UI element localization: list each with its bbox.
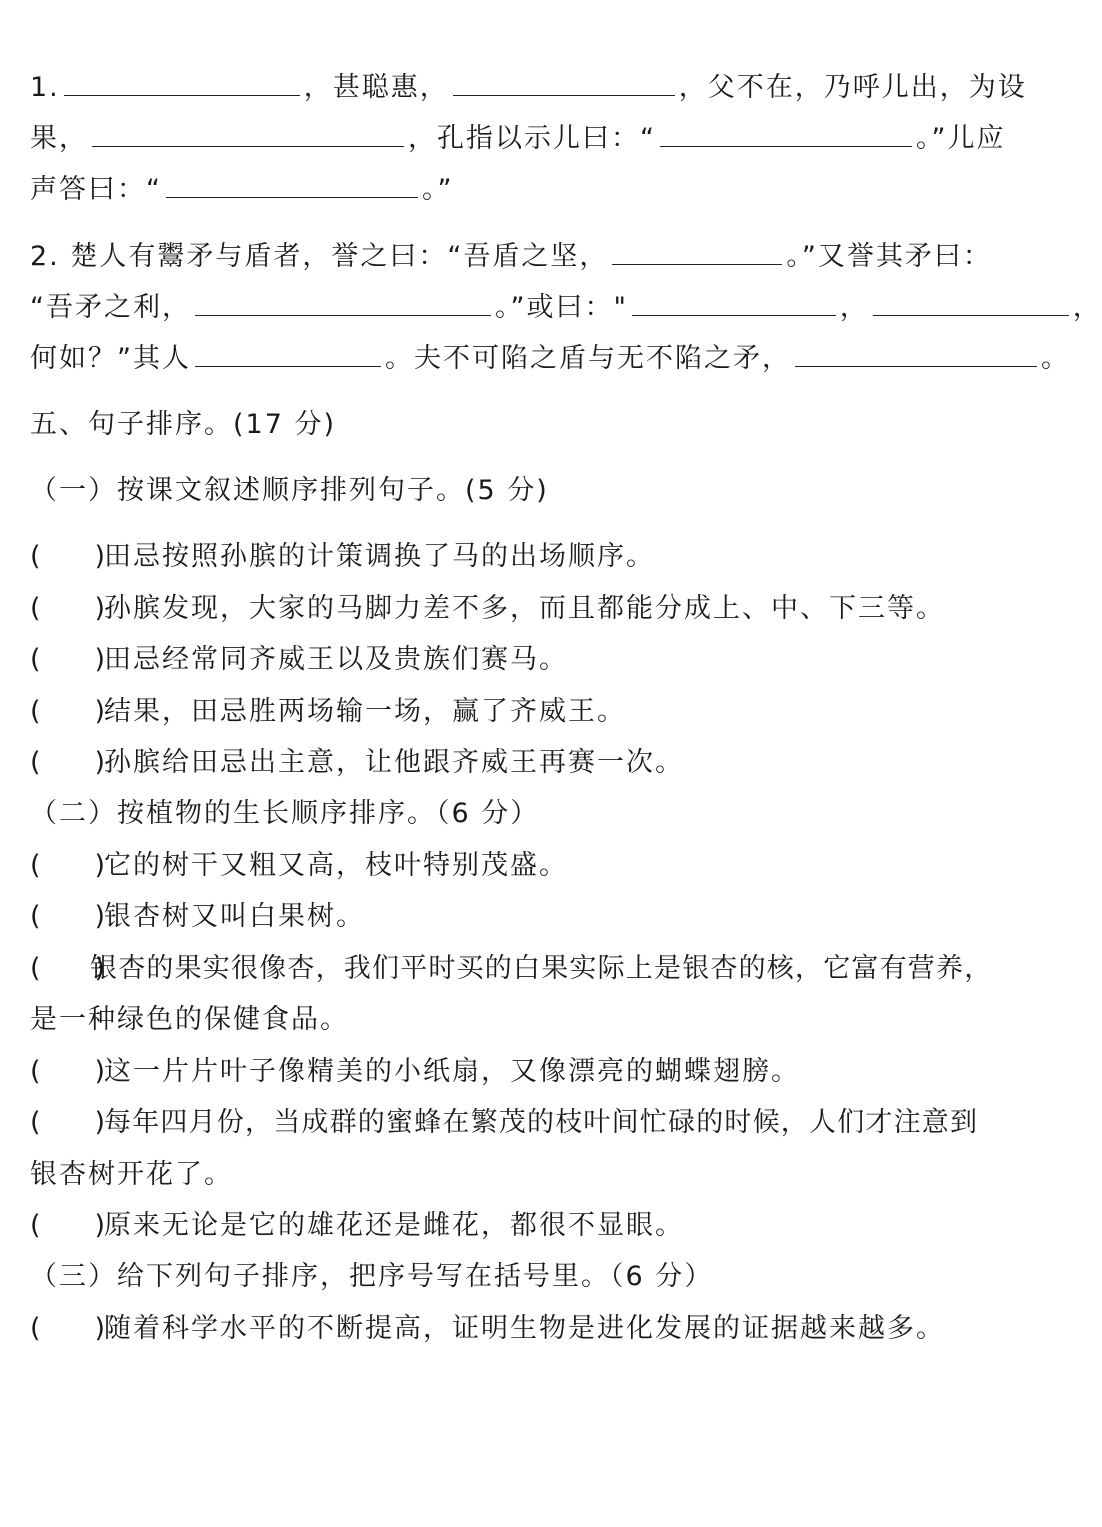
q2-text: 2. 楚人有鬻矛与盾者，誉之曰：“吾盾之坚， (30, 241, 609, 272)
list-item (30, 1208, 1062, 1244)
list-item (30, 1054, 1062, 1090)
item-text: 原来无论是它的雄花还是雌花，都很不显眼。 (104, 1210, 684, 1241)
section-title: 五、句子排序。(17 分) (30, 409, 337, 440)
answer-blank[interactable] (660, 122, 912, 147)
answer-parentheses[interactable]: ( ) (30, 901, 106, 932)
list-item (30, 591, 1062, 627)
answer-parentheses[interactable]: ( ) (30, 953, 106, 984)
part2-title: （二）按植物的生长顺序排序。（6 分） (30, 798, 540, 829)
list-item (30, 1311, 1062, 1347)
answer-blank[interactable] (92, 122, 404, 147)
list-item (30, 951, 1062, 987)
answer-parentheses[interactable]: ( ) (30, 696, 106, 727)
q1-line-3 (30, 172, 1062, 208)
item-text: 它的树干又粗又高，枝叶特别茂盛。 (104, 850, 568, 881)
q1-text: 声答曰：“ (30, 174, 162, 205)
q2-line-1 (30, 239, 1062, 275)
answer-blank[interactable] (166, 173, 418, 198)
list-item (30, 899, 1062, 935)
q2-line-2 (30, 290, 1102, 326)
list-item-continuation: 是一种绿色的保健食品。 (30, 1004, 349, 1035)
q1-text: 果， (30, 123, 88, 154)
answer-parentheses[interactable]: ( ) (30, 1313, 106, 1344)
answer-parentheses[interactable]: ( ) (30, 1107, 106, 1138)
answer-parentheses[interactable]: ( ) (30, 747, 106, 778)
answer-blank[interactable] (64, 71, 300, 96)
item-text: 这一片片叶子像精美的小纸扇，又像漂亮的蝴蝶翅膀。 (104, 1056, 800, 1087)
answer-blank[interactable] (195, 342, 381, 367)
answer-blank[interactable] (632, 291, 836, 316)
answer-parentheses[interactable]: ( ) (30, 593, 106, 624)
list-item (30, 694, 1062, 730)
q1-text: 。”儿应 (916, 123, 1006, 154)
answer-blank[interactable] (195, 291, 491, 316)
item-text: 孙膑给田忌出主意，让他跟齐威王再赛一次。 (104, 747, 684, 778)
q2-text: ， (1072, 292, 1102, 323)
list-item (30, 1105, 1062, 1141)
q2-line-3 (30, 341, 1070, 377)
part1-title: （一）按课文叙述顺序排列句子。(5 分) (30, 475, 549, 506)
answer-blank[interactable] (453, 71, 675, 96)
item-text: 每年四月份，当成群的蜜蜂在繁茂的枝叶间忙碌的时候，人们才注意到 (104, 1107, 979, 1138)
answer-blank[interactable] (795, 342, 1037, 367)
answer-parentheses[interactable]: ( ) (30, 1210, 106, 1241)
q1-text: 。” (422, 174, 454, 205)
q1-line-1 (30, 70, 1062, 106)
item-text: 银杏树又叫白果树。 (104, 901, 365, 932)
list-item (30, 539, 1062, 575)
item-text: 田忌经常同齐威王以及贵族们赛马。 (104, 644, 568, 675)
item-text: 田忌按照孙膑的计策调换了马的出场顺序。 (104, 541, 655, 572)
answer-parentheses[interactable]: ( ) (30, 850, 106, 881)
answer-blank[interactable] (612, 240, 782, 265)
answer-parentheses[interactable]: ( ) (30, 1056, 106, 1087)
q2-text: 。 (1041, 343, 1070, 374)
item-text: 随着科学水平的不断提高，证明生物是进化发展的证据越来越多。 (104, 1313, 945, 1344)
q2-text: 。”或曰：" (495, 292, 628, 323)
q2-text: 。”又誉其矛曰： (786, 241, 992, 272)
q1-text: ，甚聪惠， (303, 72, 449, 103)
q2-text: “吾矛之利， (30, 292, 191, 323)
q2-text: 。夫不可陷之盾与无不陷之矛， (385, 343, 791, 374)
list-item-continuation: 银杏树开花了。 (30, 1159, 233, 1190)
list-item (30, 642, 1062, 678)
list-item (30, 848, 1062, 884)
item-text: 结果，田忌胜两场输一场，赢了齐威王。 (104, 696, 626, 727)
q1-text: ，孔指以示儿曰：“ (408, 123, 656, 154)
q1-text: ，父不在，乃呼儿出，为设 (678, 72, 1027, 103)
q1-number: 1. (30, 72, 60, 103)
q2-text: ， (839, 292, 869, 323)
list-item (30, 745, 1062, 781)
answer-parentheses[interactable]: ( ) (30, 541, 106, 572)
item-text: 孙膑发现，大家的马脚力差不多，而且都能分成上、中、下三等。 (104, 593, 945, 624)
q1-line-2 (30, 121, 1062, 157)
item-text: 银杏的果实很像杏，我们平时买的白果实际上是银杏的核，它富有营养， (90, 953, 993, 984)
answer-blank[interactable] (873, 291, 1069, 316)
part3-title: （三）给下列句子排序，把序号写在括号里。（6 分） (30, 1261, 714, 1292)
answer-parentheses[interactable]: ( ) (30, 644, 106, 675)
q2-text: 何如？”其人 (30, 343, 191, 374)
